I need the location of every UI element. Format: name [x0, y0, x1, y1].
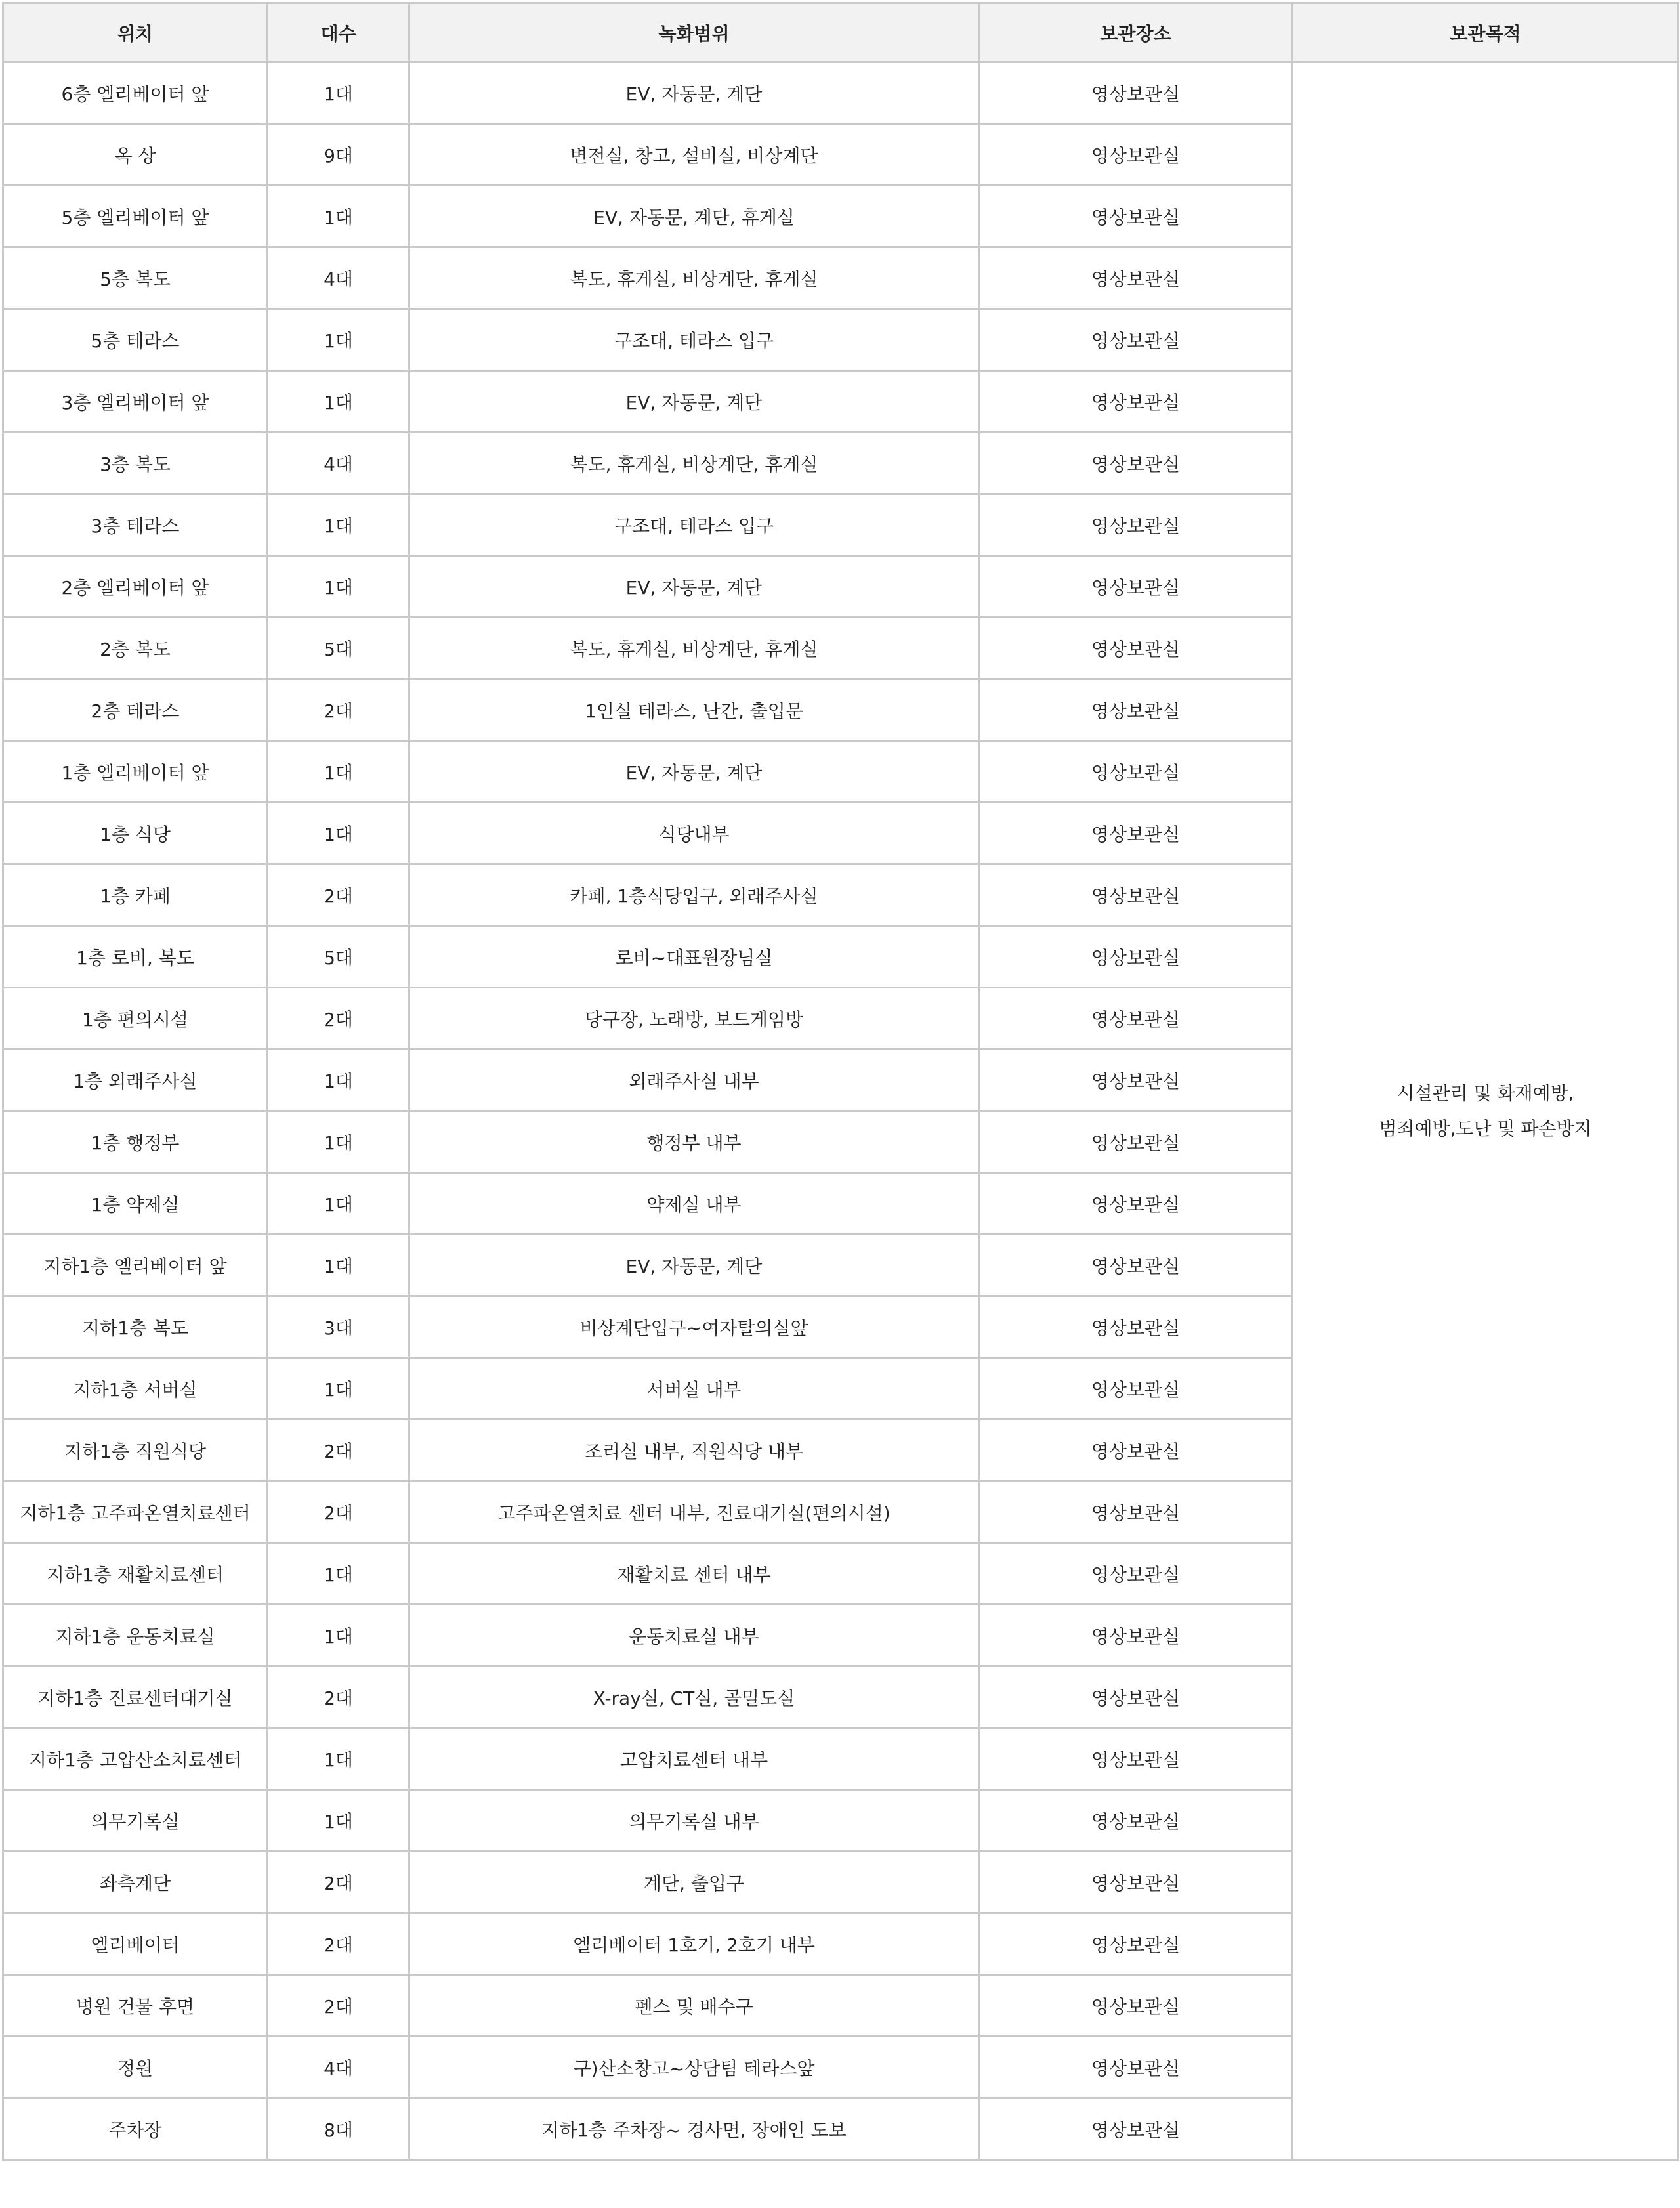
cell-location: 지하1층 직원식당	[3, 1420, 268, 1481]
cell-count: 1대	[268, 186, 410, 247]
cell-location: 1층 식당	[3, 803, 268, 864]
cell-storage: 영상보관실	[979, 803, 1293, 864]
cell-storage: 영상보관실	[979, 124, 1293, 186]
cell-count: 3대	[268, 1296, 410, 1358]
cell-count: 2대	[268, 864, 410, 926]
cell-location: 1층 약제실	[3, 1173, 268, 1235]
cell-range: 복도, 휴게실, 비상계단, 휴게실	[410, 433, 979, 494]
cell-range: 조리실 내부, 직원식당 내부	[410, 1420, 979, 1481]
cell-storage: 영상보관실	[979, 494, 1293, 556]
cell-count: 1대	[268, 1235, 410, 1296]
cell-count: 2대	[268, 988, 410, 1050]
cell-storage: 영상보관실	[979, 186, 1293, 247]
cell-storage: 영상보관실	[979, 1852, 1293, 1913]
cell-storage: 영상보관실	[979, 62, 1293, 124]
cell-count: 1대	[268, 1050, 410, 1111]
cell-storage: 영상보관실	[979, 556, 1293, 618]
cell-storage: 영상보관실	[979, 371, 1293, 433]
cell-range: 비상계단입구~여자탈의실앞	[410, 1296, 979, 1358]
cell-count: 1대	[268, 309, 410, 371]
cell-location: 정원	[3, 2037, 268, 2098]
cell-location: 2층 테라스	[3, 679, 268, 741]
cell-count: 2대	[268, 1975, 410, 2037]
cell-location: 지하1층 서버실	[3, 1358, 268, 1420]
cell-storage: 영상보관실	[979, 1913, 1293, 1975]
cell-range: 재활치료 센터 내부	[410, 1543, 979, 1605]
cell-range: 구조대, 테라스 입구	[410, 309, 979, 371]
cell-storage: 영상보관실	[979, 1481, 1293, 1543]
cell-storage: 영상보관실	[979, 741, 1293, 803]
cell-range: 의무기록실 내부	[410, 1790, 979, 1852]
cell-range: X-ray실, CT실, 골밀도실	[410, 1667, 979, 1728]
cell-storage: 영상보관실	[979, 679, 1293, 741]
cell-count: 2대	[268, 1667, 410, 1728]
cell-range: 구조대, 테라스 입구	[410, 494, 979, 556]
cell-location: 5층 엘리베이터 앞	[3, 186, 268, 247]
cell-count: 5대	[268, 618, 410, 679]
cell-storage: 영상보관실	[979, 2098, 1293, 2160]
cell-location: 3층 복도	[3, 433, 268, 494]
cell-storage: 영상보관실	[979, 2037, 1293, 2098]
table-body	[3, 62, 1679, 2160]
cell-location: 1층 로비, 복도	[3, 926, 268, 988]
cell-storage: 영상보관실	[979, 1420, 1293, 1481]
cell-range: EV, 자동문, 계단, 휴게실	[410, 186, 979, 247]
cell-range: 복도, 휴게실, 비상계단, 휴게실	[410, 247, 979, 309]
cell-location: 지하1층 진료센터대기실	[3, 1667, 268, 1728]
cell-range: 구)산소창고~상담팀 테라스앞	[410, 2037, 979, 2098]
cell-storage: 영상보관실	[979, 1296, 1293, 1358]
cell-count: 1대	[268, 494, 410, 556]
cell-count: 1대	[268, 1790, 410, 1852]
cell-range: 약제실 내부	[410, 1173, 979, 1235]
cell-storage: 영상보관실	[979, 1358, 1293, 1420]
cell-count: 4대	[268, 433, 410, 494]
cell-range: 고압치료센터 내부	[410, 1728, 979, 1790]
cctv-table	[2, 2, 1679, 2161]
cell-storage: 영상보관실	[979, 247, 1293, 309]
cell-count: 2대	[268, 1420, 410, 1481]
cell-range: EV, 자동문, 계단	[410, 62, 979, 124]
header-range: 녹화범위	[410, 3, 979, 62]
header-count: 대수	[268, 3, 410, 62]
cell-location: 6층 엘리베이터 앞	[3, 62, 268, 124]
cell-range: EV, 자동문, 계단	[410, 371, 979, 433]
cell-count: 1대	[268, 1173, 410, 1235]
cell-range: 엘리베이터 1호기, 2호기 내부	[410, 1913, 979, 1975]
cell-location: 병원 건물 후면	[3, 1975, 268, 2037]
cell-range: 행정부 내부	[410, 1111, 979, 1173]
cell-count: 1대	[268, 741, 410, 803]
cell-count: 8대	[268, 2098, 410, 2160]
cell-location: 좌측계단	[3, 1852, 268, 1913]
cell-range: 외래주사실 내부	[410, 1050, 979, 1111]
cell-location: 주차장	[3, 2098, 268, 2160]
cell-count: 9대	[268, 124, 410, 186]
cell-range: EV, 자동문, 계단	[410, 556, 979, 618]
header-row	[3, 3, 1679, 62]
cell-storage: 영상보관실	[979, 1728, 1293, 1790]
cell-storage: 영상보관실	[979, 433, 1293, 494]
cell-range: 식당내부	[410, 803, 979, 864]
cell-storage: 영상보관실	[979, 1790, 1293, 1852]
purpose-line: 범죄예방,도난 및 파손방지	[1379, 1117, 1592, 1139]
cell-storage: 영상보관실	[979, 1543, 1293, 1605]
cell-range: 계단, 출입구	[410, 1852, 979, 1913]
cell-count: 1대	[268, 1358, 410, 1420]
cell-range: 로비~대표원장님실	[410, 926, 979, 988]
cell-location: 지하1층 엘리베이터 앞	[3, 1235, 268, 1296]
cell-storage: 영상보관실	[979, 1111, 1293, 1173]
cell-range: 변전실, 창고, 설비실, 비상계단	[410, 124, 979, 186]
cell-range: 지하1층 주차장~ 경사면, 장애인 도보	[410, 2098, 979, 2160]
cell-location: 지하1층 고주파온열치료센터	[3, 1481, 268, 1543]
cell-location: 의무기록실	[3, 1790, 268, 1852]
cell-location: 5층 테라스	[3, 309, 268, 371]
cell-count: 4대	[268, 2037, 410, 2098]
cell-location: 1층 외래주사실	[3, 1050, 268, 1111]
cell-storage: 영상보관실	[979, 618, 1293, 679]
cell-location: 5층 복도	[3, 247, 268, 309]
cell-count: 2대	[268, 1481, 410, 1543]
cell-storage: 영상보관실	[979, 1050, 1293, 1111]
cell-count: 1대	[268, 1728, 410, 1790]
cell-location: 3층 테라스	[3, 494, 268, 556]
cell-range: 운동치료실 내부	[410, 1605, 979, 1667]
cell-location: 1층 카페	[3, 864, 268, 926]
cell-location: 2층 복도	[3, 618, 268, 679]
cell-count: 1대	[268, 1111, 410, 1173]
cell-storage: 영상보관실	[979, 1975, 1293, 2037]
cell-range: 1인실 테라스, 난간, 출입문	[410, 679, 979, 741]
purpose-line: 시설관리 및 화재예방,	[1396, 1082, 1574, 1104]
cell-location: 지하1층 운동치료실	[3, 1605, 268, 1667]
cell-location: 2층 엘리베이터 앞	[3, 556, 268, 618]
cell-location: 엘리베이터	[3, 1913, 268, 1975]
cell-location: 3층 엘리베이터 앞	[3, 371, 268, 433]
cell-range: 서버실 내부	[410, 1358, 979, 1420]
cell-count: 1대	[268, 371, 410, 433]
cell-count: 4대	[268, 247, 410, 309]
cell-storage: 영상보관실	[979, 1235, 1293, 1296]
cell-purpose	[1293, 62, 1679, 2160]
header-storage: 보관장소	[979, 3, 1293, 62]
cell-range: 카페, 1층식당입구, 외래주사실	[410, 864, 979, 926]
cell-location: 1층 편의시설	[3, 988, 268, 1050]
cell-range: EV, 자동문, 계단	[410, 741, 979, 803]
table-header	[3, 3, 1679, 62]
cell-range: 복도, 휴게실, 비상계단, 휴게실	[410, 618, 979, 679]
cell-location: 지하1층 복도	[3, 1296, 268, 1358]
header-purpose: 보관목적	[1293, 3, 1679, 62]
cell-range: 펜스 및 배수구	[410, 1975, 979, 2037]
cell-location: 지하1층 고압산소치료센터	[3, 1728, 268, 1790]
cell-location: 1층 엘리베이터 앞	[3, 741, 268, 803]
cell-storage: 영상보관실	[979, 1667, 1293, 1728]
cell-count: 1대	[268, 803, 410, 864]
cell-storage: 영상보관실	[979, 1173, 1293, 1235]
cell-count: 1대	[268, 1543, 410, 1605]
cell-storage: 영상보관실	[979, 309, 1293, 371]
cell-location: 지하1층 재활치료센터	[3, 1543, 268, 1605]
cell-location: 옥 상	[3, 124, 268, 186]
cell-storage: 영상보관실	[979, 988, 1293, 1050]
header-location: 위치	[3, 3, 268, 62]
cell-storage: 영상보관실	[979, 864, 1293, 926]
cell-storage: 영상보관실	[979, 1605, 1293, 1667]
cell-count: 1대	[268, 556, 410, 618]
cell-range: 고주파온열치료 센터 내부, 진료대기실(편의시설)	[410, 1481, 979, 1543]
cell-storage: 영상보관실	[979, 926, 1293, 988]
cell-count: 5대	[268, 926, 410, 988]
cell-location: 1층 행정부	[3, 1111, 268, 1173]
cell-range: 당구장, 노래방, 보드게임방	[410, 988, 979, 1050]
table-row	[3, 62, 1679, 124]
cell-count: 1대	[268, 1605, 410, 1667]
cell-count: 1대	[268, 62, 410, 124]
cell-range: EV, 자동문, 계단	[410, 1235, 979, 1296]
cell-count: 2대	[268, 1852, 410, 1913]
cell-count: 2대	[268, 1913, 410, 1975]
cell-count: 2대	[268, 679, 410, 741]
